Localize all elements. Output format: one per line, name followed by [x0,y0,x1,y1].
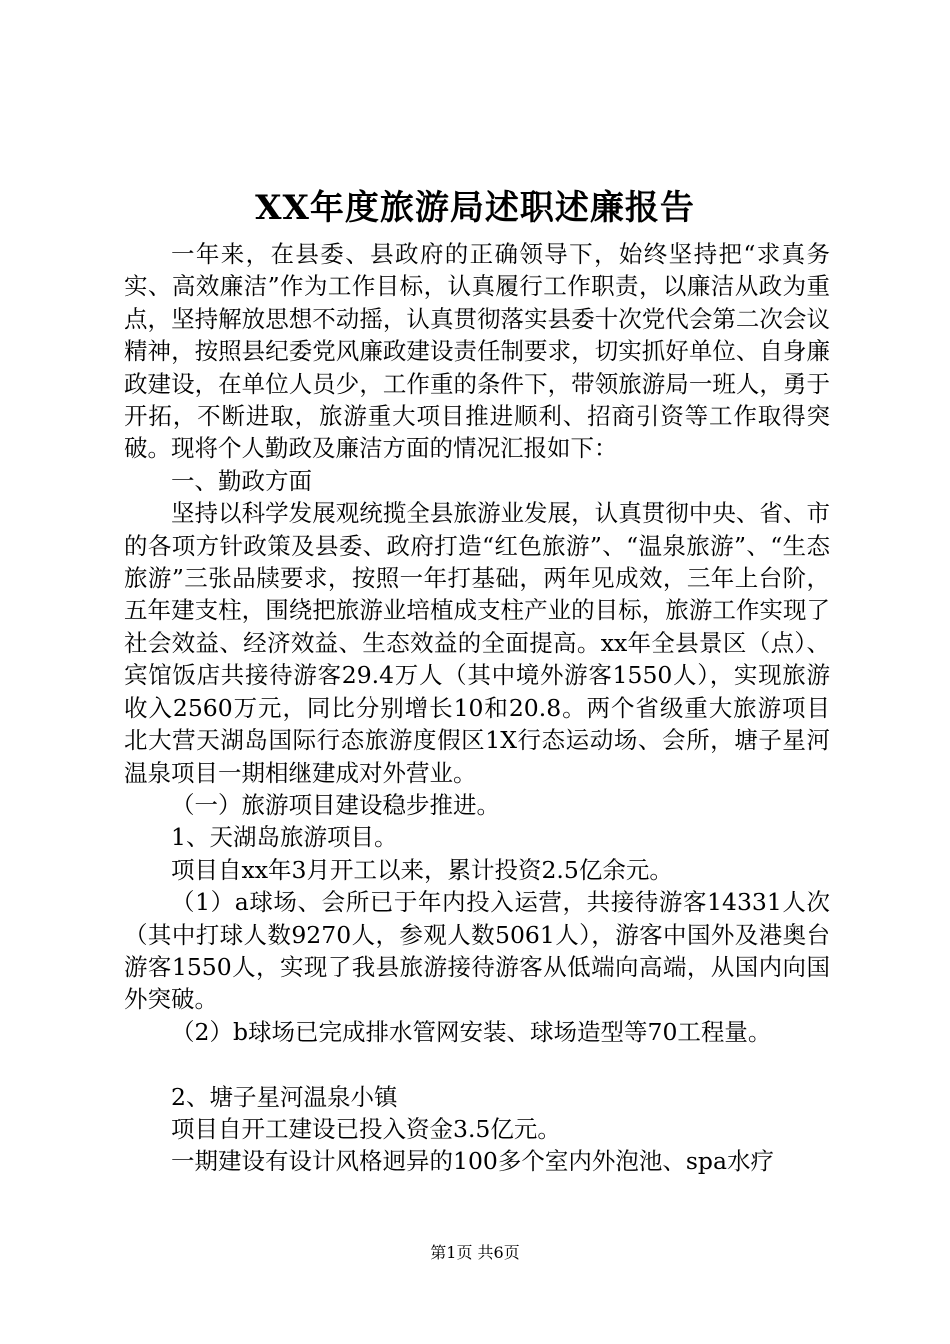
paragraph-intro: 一年来，在县委、县政府的正确领导下，始终坚持把“求真务实、高效廉洁”作为工作目标，认真履行工作职责，以廉洁从政为重点，坚持解放思想不动摇，认真贯彻落实县委十次党代会第二次会议精神，按照县纪委党风廉政建设责任制要求，切实抓好单位、自身廉政建设，在单位人员少，工作重的条件下，带领旅游局一班人，勇于开拓，不断进取，旅游重大项目推进顺利、招商引资等工作取得突破。现将个人勤政及廉洁方面的情况汇报如下： [124,240,830,463]
paragraph-hot-spring-investment: 项目自开工建设已投入资金3.5亿元。 [171,1114,561,1143]
subsection-heading-projects: （一）旅游项目建设稳步推进。 [171,790,500,819]
document-body [124,238,830,1178]
paragraph-tianhudao-investment: 项目自xx年3月开工以来，累计投资2.5亿余元。 [171,855,673,884]
document-title: XX年度旅游局述职述廉报告 [255,188,695,228]
section-heading-diligence: 一、勤政方面 [171,466,312,495]
blank-line [124,1048,830,1080]
paragraph-course-a: （1）a球场、会所已于年内投入运营，共接待游客14331人次（其中打球人数9270人，参观人数5061人），游客中国外及港奥台游客1550人，实现了我县旅游接待游客从低端向高端，从国内向国外突破。 [124,888,830,1014]
paragraph-course-b: （2）b球场已完成排水管网安装、球场造型等70工程量。 [171,1017,772,1046]
paragraph-hot-spring-phase-one: 一期建设有设计风格迥异的100多个室内外泡池、spa水疗 [171,1147,774,1176]
item-heading-hot-spring-town: 2、塘子星河温泉小镇 [171,1082,398,1111]
paragraph-diligence-summary: 坚持以科学发展观统揽全县旅游业发展，认真贯彻中央、省、市的各项方针政策及县委、政府打造“红色旅游”、“温泉旅游”、“生态旅游”三张品牍要求，按照一年打基础，两年见成效，三年上台阶，五年建支柱，围绕把旅游业培植成支柱产业的目标，旅游工作实现了社会效益、经济效益、生态效益的全面提高。xx年全县景区（点）、宾馆饭店共接待游客29.4万人（其中境外游客1550人），实现旅游收入2560万元，同比分别增长10和20.8。两个省级重大旅游项目北大营天湖岛国际行态旅游度假区1X行态运动场、会所，塘子星河温泉项目一期相继建成对外营业。 [124,499,830,787]
page-footer: 第1页 共6页 [430,1243,520,1262]
item-heading-tianhudao: 1、天湖岛旅游项目。 [171,823,398,852]
